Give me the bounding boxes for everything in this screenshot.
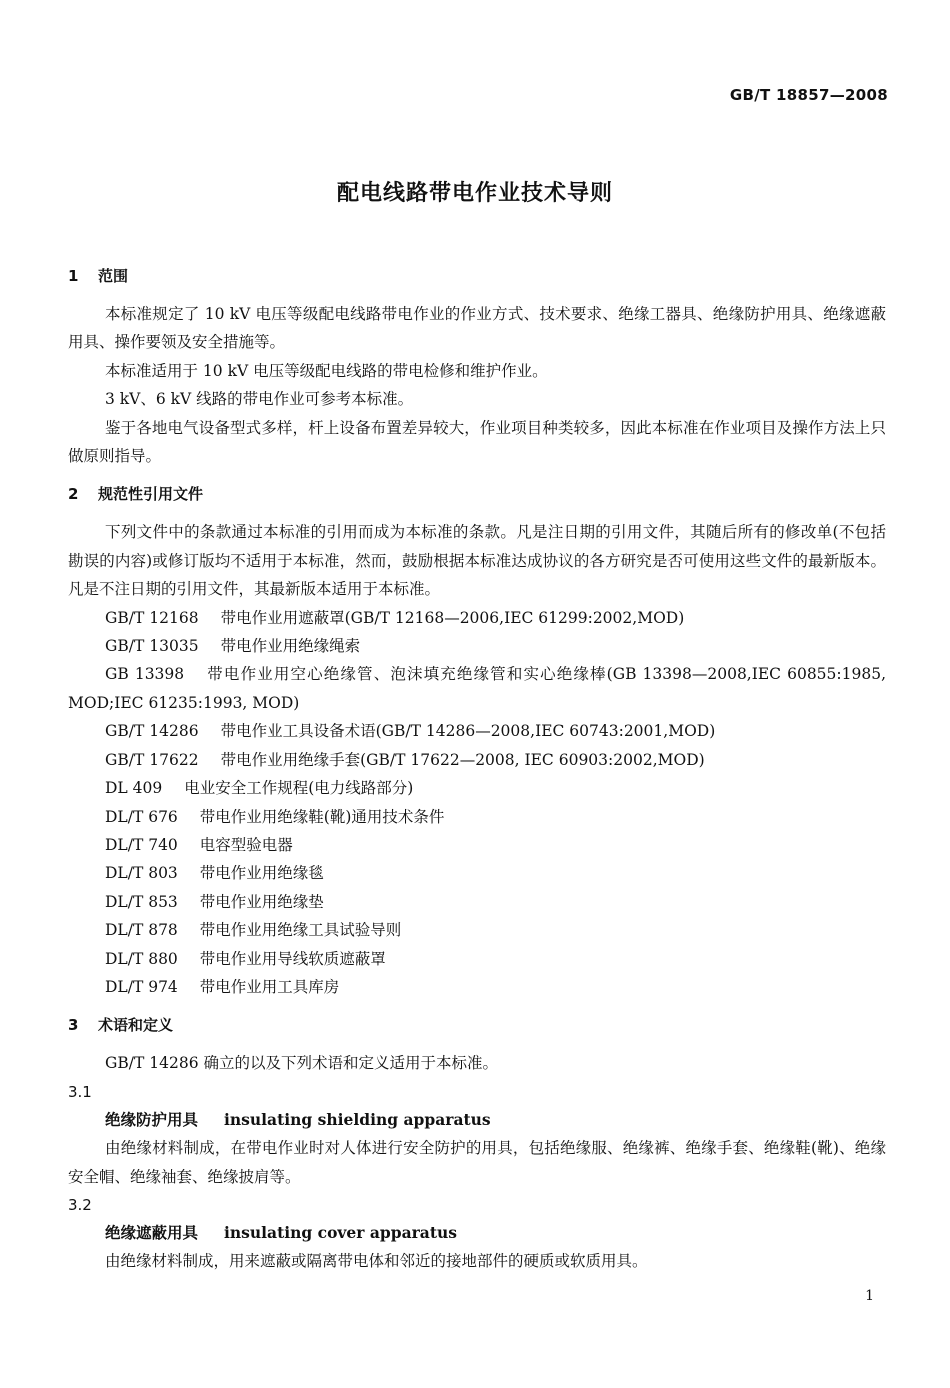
reference-item <box>68 604 886 632</box>
reference-code: GB/T 13035 <box>105 637 199 656</box>
reference-item <box>68 632 886 660</box>
reference-title: 带电作业用导线软质遮蔽罩 <box>199 949 386 968</box>
document-body <box>68 262 886 1276</box>
page-number: 1 <box>865 1288 874 1304</box>
reference-code: GB/T 14286 <box>105 722 199 741</box>
document-title: 配电线路带电作业技术导则 <box>336 181 613 206</box>
section-number: 2 <box>68 485 79 504</box>
term-zh: 绝缘遮蔽用具 <box>105 1223 199 1242</box>
reference-code: GB/T 17622 <box>105 750 199 769</box>
term-definition: 由绝缘材料制成，在带电作业时对人体进行安全防护的用具，包括绝缘服、绝缘裤、绝缘手套、绝缘鞋(靴)、绝缘安全帽、绝缘袖套、绝缘披肩等。 <box>68 1139 886 1186</box>
reference-title: 电容型验电器 <box>199 835 293 854</box>
term-definition: 由绝缘材料制成，用来遮蔽或隔离带电体和邻近的接地部件的硬质或软质用具。 <box>105 1252 648 1271</box>
section-title: 术语和定义 <box>98 1016 174 1035</box>
section-heading-normative-references <box>68 480 886 508</box>
reference-item <box>68 774 886 802</box>
reference-code: DL/T 676 <box>105 807 178 826</box>
paragraph: 下列文件中的条款通过本标准的引用而成为本标准的条款。凡是注日期的引用文件，其随后所有的修改单(不包括勘误的内容)或修订版均不适用于本标准，然而，鼓励根据本标准达成协议的各方研究是否可使用这些文件的最新版本。凡是不注日期的引用文件，其最新版本适用于本标准。 <box>68 523 886 599</box>
section-number: 3 <box>68 1016 79 1035</box>
term-zh: 绝缘防护用具 <box>105 1110 199 1129</box>
term-number: 3.2 <box>68 1195 92 1214</box>
reference-item <box>68 831 886 859</box>
term-en: insulating cover apparatus <box>224 1222 457 1242</box>
section-title: 范围 <box>98 267 129 285</box>
reference-title: 带电作业用空心绝缘管、泡沫填充绝缘管和实心绝缘棒(GB 13398—2008,IEC 60855:1985, MOD;IEC 61235:1993, MOD) <box>68 665 886 712</box>
paragraph: 3 kV、6 kV 线路的带电作业可参考本标准。 <box>105 390 414 409</box>
reference-code: DL/T 878 <box>105 921 178 940</box>
paragraph: 本标准适用于 10 kV 电压等级配电线路的带电检修和维护作业。 <box>105 361 548 380</box>
reference-title: 带电作业用遮蔽罩(GB/T 12168—2006,IEC 61299:2002,MOD) <box>220 608 685 627</box>
term-heading <box>68 1106 886 1134</box>
reference-item <box>68 746 886 774</box>
reference-title: 带电作业用工具库房 <box>199 977 340 996</box>
reference-code: DL/T 740 <box>105 835 178 854</box>
reference-code: DL 409 <box>105 779 163 798</box>
reference-code: DL/T 974 <box>105 977 178 996</box>
reference-code: GB/T 12168 <box>105 608 199 627</box>
reference-title: 带电作业用绝缘垫 <box>199 892 324 911</box>
reference-code: DL/T 880 <box>105 949 178 968</box>
reference-title: 带电作业用绝缘工具试验导则 <box>199 921 402 940</box>
paragraph: GB/T 14286 确立的以及下列术语和定义适用于本标准。 <box>105 1054 498 1073</box>
reference-title: 电业安全工作规程(电力线路部分) <box>184 779 414 798</box>
reference-item <box>68 660 886 717</box>
reference-item <box>68 859 886 887</box>
reference-title: 带电作业用绝缘鞋(靴)通用技术条件 <box>199 807 445 826</box>
paragraph: 本标准规定了 10 kV 电压等级配电线路带电作业的作业方式、技术要求、绝缘工器具、绝缘防护用具、绝缘遮蔽用具、操作要领及安全措施等。 <box>68 305 886 352</box>
reference-item <box>68 803 886 831</box>
term-en: insulating shielding apparatus <box>224 1109 491 1129</box>
reference-title: 带电作业用绝缘绳索 <box>220 637 361 656</box>
section-heading-terms-and-definitions <box>68 1011 886 1039</box>
standard-code: GB/T 18857—2008 <box>729 86 888 104</box>
term-heading <box>68 1219 886 1247</box>
reference-item <box>68 717 886 745</box>
reference-item <box>68 888 886 916</box>
reference-item <box>68 945 886 973</box>
term-number: 3.1 <box>68 1082 92 1101</box>
section-number: 1 <box>68 267 79 285</box>
paragraph: 鉴于各地电气设备型式多样，杆上设备布置差异较大，作业项目种类较多，因此本标准在作业项目及操作方法上只做原则指导。 <box>68 418 886 466</box>
reference-title: 带电作业工具设备术语(GB/T 14286—2008,IEC 60743:2001,MOD) <box>220 722 716 741</box>
reference-code: DL/T 853 <box>105 892 178 911</box>
reference-title: 带电作业用绝缘毯 <box>199 864 324 883</box>
reference-code: GB 13398 <box>105 665 185 684</box>
reference-item <box>68 916 886 944</box>
reference-title: 带电作业用绝缘手套(GB/T 17622—2008, IEC 60903:2002,MOD) <box>220 750 705 769</box>
reference-code: DL/T 803 <box>105 864 178 883</box>
section-heading-scope <box>68 262 886 290</box>
section-title: 规范性引用文件 <box>98 485 204 504</box>
reference-item <box>68 973 886 1001</box>
